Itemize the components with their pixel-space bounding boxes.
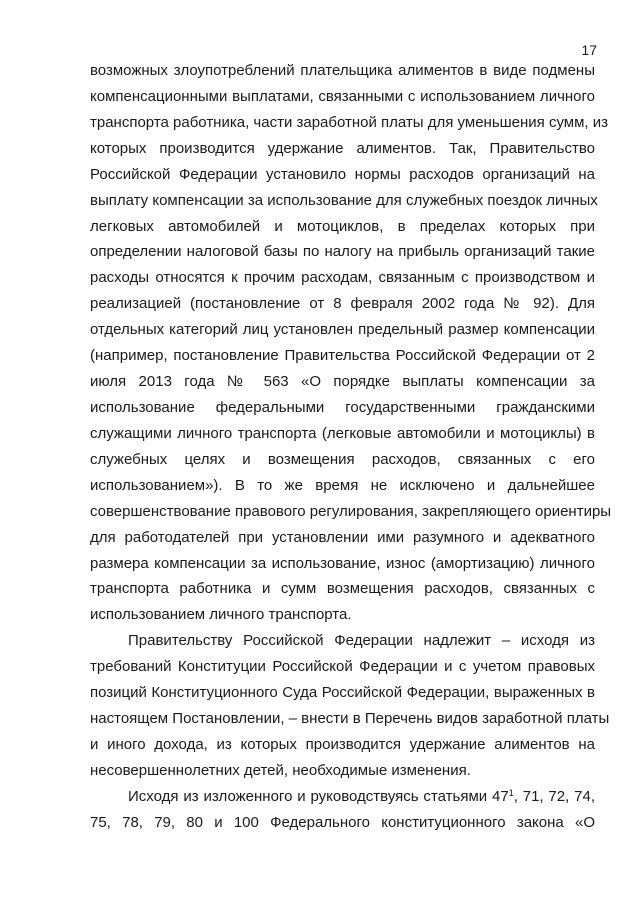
- text-line: реализацией (постановление от 8 февраля 2002 года № 92). Для: [90, 295, 595, 313]
- text-line: выплату компенсации за использование для служебных поездок личных: [90, 191, 598, 209]
- text-line: [90, 784, 595, 810]
- text-line: Правительству Российской Федерации надлежит – исходя из: [128, 632, 595, 649]
- text-fragment: Исходя из изложенного и руководствуясь статьями 47: [128, 788, 509, 805]
- superscript: 1: [508, 788, 514, 798]
- text-line: несовершеннолетних детей, необходимые изменения.: [90, 761, 471, 779]
- text-line: определении налоговой базы по налогу на прибыль организаций такие: [90, 243, 595, 261]
- text-line: требований Конституции Российской Федерации и с учетом правовых: [90, 657, 595, 675]
- text-line: использование федеральными государственными гражданскими: [90, 398, 595, 416]
- text-line: для работодателей при установлении ими разумного и адекватного: [90, 528, 595, 546]
- text-line: служебных целях и возмещения расходов, связанных с его: [90, 450, 595, 468]
- text-fragment: , 71, 72, 74,: [513, 788, 595, 805]
- text-line: и иного дохода, из которых производится удержание алиментов на: [90, 735, 595, 753]
- paragraph-3: [90, 784, 595, 836]
- text-line: компенсационными выплатами, связанными с использованием личного: [90, 87, 595, 105]
- page-number: 17: [581, 42, 597, 58]
- text-line: настоящем Постановлении, – внести в Перечень видов заработной платы: [90, 709, 610, 727]
- paragraph-1: [90, 58, 612, 628]
- text-line: транспорта работника, части заработной платы для уменьшения сумм, из: [90, 113, 609, 131]
- text-line: служащими личного транспорта (легковые автомобили и мотоциклы) в: [90, 424, 595, 442]
- text-line: 75, 78, 79, 80 и 100 Федерального конституционного закона «О: [90, 813, 595, 831]
- text-line: расходы относятся к прочим расходам, связанным с производством и: [90, 269, 595, 287]
- text-line: транспорта работника и сумм возмещения расходов, связанных с: [90, 580, 595, 598]
- paragraph-2: [90, 628, 610, 784]
- text-line: возможных злоупотреблений плательщика алиментов в виде подмены: [90, 62, 595, 79]
- text-line: которых производится удержание алиментов. Так, Правительство: [90, 139, 595, 157]
- text-line: июля 2013 года № 563 «О порядке выплаты компенсации за: [90, 373, 595, 391]
- text-line: использованием личного транспорта.: [90, 606, 352, 624]
- text-line: совершенствование правового регулирования, закрепляющего ориентиры: [90, 502, 612, 520]
- text-line: Российской Федерации установило нормы расходов организаций на: [90, 165, 595, 183]
- text-line: позиций Конституционного Суда Российской Федерации, выраженных в: [90, 683, 595, 701]
- text-line: легковых автомобилей и мотоциклов, в пределах которых при: [90, 217, 595, 235]
- text-line: размера компенсации за использование, износ (амортизацию) личного: [90, 554, 595, 572]
- text-line: использованием»). В то же время не исключено и дальнейшее: [90, 476, 595, 494]
- text-line: отдельных категорий лиц установлен предельный размер компенсации: [90, 321, 595, 339]
- text-line: (например, постановление Правительства Российской Федерации от 2: [90, 347, 595, 365]
